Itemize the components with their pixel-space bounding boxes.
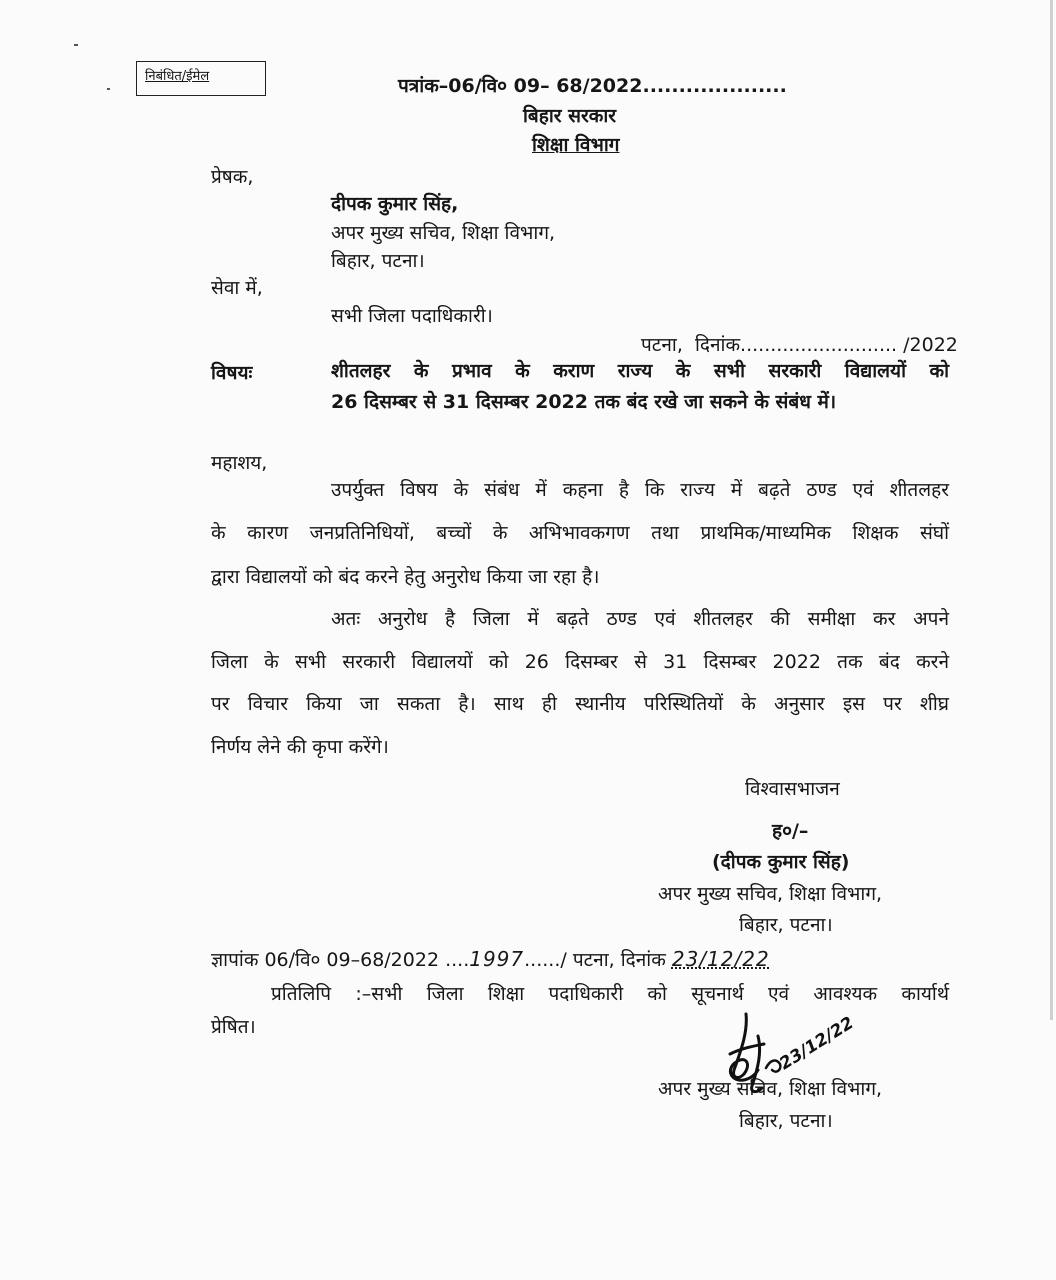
paragraph-2-line-3: पर विचार किया जा सकता है। साथ ही स्थानीय परिस्थितियों के अनुसार इस पर शीघ्र <box>211 693 949 715</box>
signature-date: 23/12/22 <box>776 1013 858 1075</box>
registered-email-stamp <box>136 61 266 96</box>
subject-line-2: 26 दिसम्बर से 31 दिसम्बर 2022 तक बंद रखे जा सकने के संबंध में। <box>331 391 837 413</box>
signatory-designation: अपर मुख्य सचिव, शिक्षा विभाग, <box>658 883 883 905</box>
date-line <box>641 331 958 357</box>
paragraph-2-line-2: जिला के सभी सरकारी विद्यालयों को 26 दिसम्बर से 31 दिसम्बर 2022 तक बंद करने <box>211 651 949 673</box>
recipient-label: सेवा में, <box>211 277 263 299</box>
signature-date-group <box>776 1013 857 1074</box>
recipient-to: सभी जिला पदाधिकारी। <box>331 305 493 327</box>
memo-handwritten-number: 1997 <box>469 947 525 971</box>
closing-phrase: विश्वासभाजन <box>745 778 840 800</box>
copy-signatory-location: बिहार, पटना। <box>739 1110 833 1132</box>
paragraph-2-line-1: अतः अनुरोध है जिला में बढ़ते ठण्ड एवं शीतलहर की समीक्षा कर अपने <box>331 608 949 630</box>
reference-number: पत्रांक–06/वि० 09– 68/2022 <box>398 75 643 97</box>
subject-label: विषयः <box>211 362 253 384</box>
paragraph-2-line-4: निर्णय लेने की कृपा करेंगे। <box>211 736 389 758</box>
handwritten-signature <box>718 1008 858 1103</box>
subject-line-1: शीतलहर के प्रभाव के कराण राज्य के सभी सरकारी विद्यालयों को <box>331 360 949 382</box>
memo-reference <box>211 946 770 972</box>
copy-signatory-designation: अपर मुख्य सचिव, शिक्षा विभाग, <box>658 1078 883 1100</box>
memo-handwritten-date: 23/12/22 <box>671 947 770 971</box>
reference-dots: .................... <box>642 75 787 97</box>
date-place: पटना, <box>641 334 683 356</box>
government-name: बिहार सरकार <box>523 105 617 127</box>
sender-name: दीपक कुमार सिंह, <box>331 193 459 215</box>
signatory-name: (दीपक कुमार सिंह) <box>712 851 850 873</box>
signatory-location: बिहार, पटना। <box>739 914 833 936</box>
letter-reference <box>398 72 787 98</box>
date-label: दिनांक.......................... <box>694 334 898 356</box>
sender-label: प्रेषक, <box>211 166 254 188</box>
sender-designation: अपर मुख्य सचिव, शिक्षा विभाग, <box>331 222 556 244</box>
memo-ref-suffix: ....../ पटना, दिनांक <box>524 949 666 971</box>
department-name: शिक्षा विभाग <box>532 134 620 156</box>
date-year: /2022 <box>903 334 958 356</box>
copy-line-1: प्रतिलिपि :–सभी जिला शिक्षा पदाधिकारी को सूचनार्थ एवं आवश्यक कार्यार्थ <box>271 983 949 1005</box>
memo-ref-prefix: ज्ञापांक 06/वि० 09–68/2022 .... <box>211 949 470 971</box>
salutation: महाशय, <box>211 452 268 474</box>
scan-edge-line <box>1050 0 1053 1020</box>
stamp-label: निबंधित/ईमेल <box>145 69 210 84</box>
scan-speck <box>107 88 110 90</box>
sender-location: बिहार, पटना। <box>331 250 425 272</box>
paragraph-1-line-3: द्वारा विद्यालयों को बंद करने हेतु अनुरोध किया जा रहा है। <box>211 566 600 588</box>
copy-line-2: प्रेषित। <box>211 1016 256 1038</box>
paragraph-1-line-2: के कारण जनप्रतिनिधियों, बच्चों के अभिभावकगण तथा प्राथमिक/माध्यमिक शिक्षक संघों <box>211 522 949 544</box>
paragraph-1-line-1: उपर्युक्त विषय के संबंध में कहना है कि राज्य में बढ़ते ठण्ड एवं शीतलहर <box>331 479 949 501</box>
signed-marker: ह०/– <box>772 820 809 842</box>
scan-speck <box>74 44 78 46</box>
